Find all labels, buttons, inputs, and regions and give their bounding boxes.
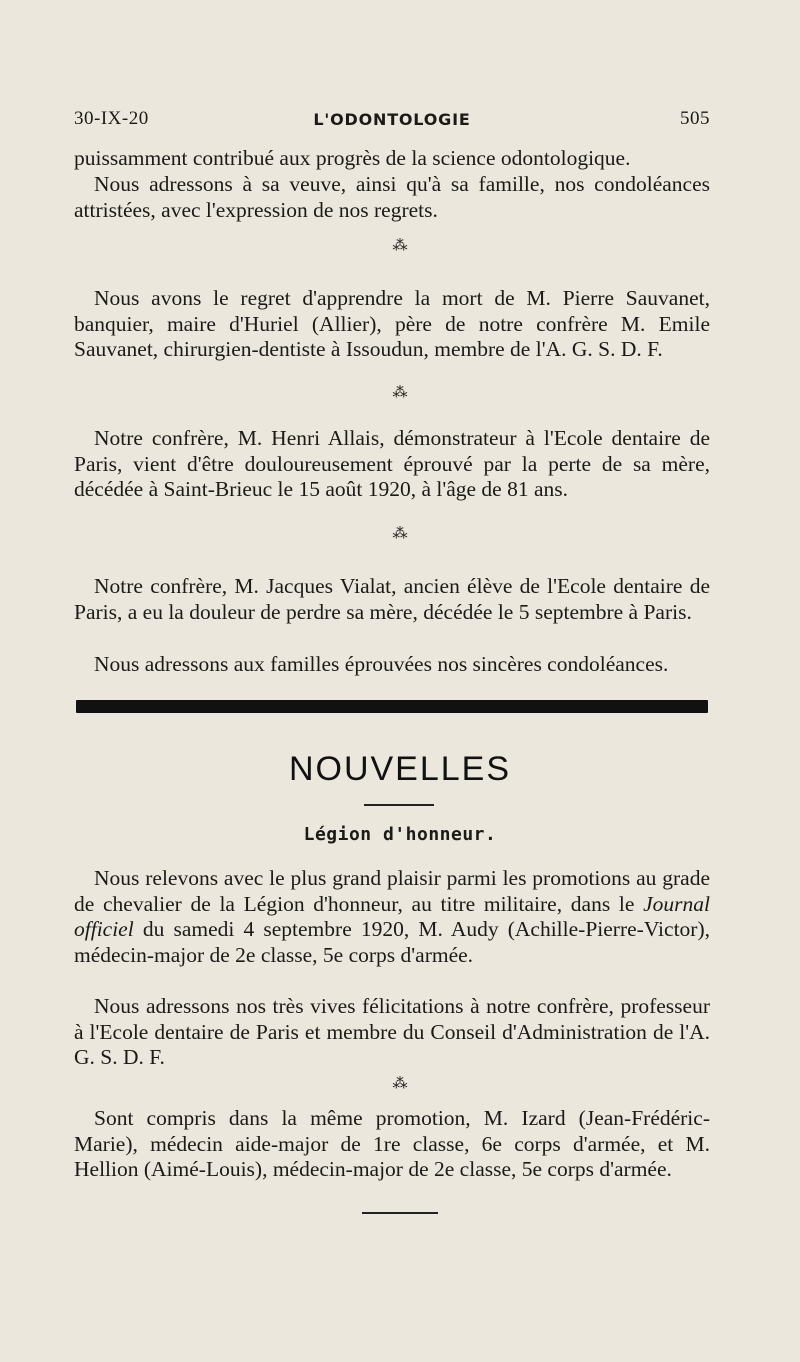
- title-underline: [364, 804, 434, 806]
- section-separator-stars: ⁂: [392, 1076, 408, 1092]
- heavy-divider-rule: [76, 700, 708, 713]
- page-number: 505: [680, 108, 710, 129]
- paragraph-family-condolences: Nous adressons aux familles éprouvées nos sincères condoléances.: [94, 652, 669, 676]
- section-separator-stars: ⁂: [392, 385, 408, 401]
- journal-officiel-italic: Journal officiel: [74, 891, 710, 941]
- end-rule: [362, 1212, 438, 1214]
- paragraph-allais: Notre confrère, M. Henri Allais, démonstrateur à l'Ecole dentaire de Paris, vient d'être douloureusement éprouvé par la perte de sa mère, décédée à Saint-Brieuc le 15 août 1920, à l'âge de 81 ans.: [74, 426, 710, 501]
- journal-title: L'ODONTOLOGIE: [313, 110, 471, 129]
- running-header: [74, 108, 710, 138]
- section-separator-stars: ⁂: [392, 238, 408, 254]
- issue-date: 30-IX-20: [74, 108, 149, 129]
- paragraph-vialat: Notre confrère, M. Jacques Vialat, ancien élève de l'Ecole dentaire de Paris, a eu la douleur de perdre sa mère, décédée le 5 septembre à Paris.: [74, 574, 710, 624]
- section-title: NOUVELLES: [288, 750, 512, 788]
- paragraph-continuation: puissamment contribué aux progrès de la science odontologique.: [74, 146, 631, 170]
- paragraph-audy-promotion: [74, 866, 710, 968]
- audy-text-end: du samedi 4 septembre 1920, M. Audy (Achille-Pierre-Victor), médecin-major de 2e classe, 5e corps d'armée.: [74, 917, 710, 967]
- paragraph-condolences-widow: Nous adressons à sa veuve, ainsi qu'à sa famille, nos condoléances attristées, avec l'expression de nos regrets.: [74, 172, 710, 222]
- paragraph-congratulations: Nous adressons nos très vives félicitations à notre confrère, professeur à l'Ecole dentaire de Paris et membre du Conseil d'Administration de l'A. G. S. D. F.: [74, 994, 710, 1069]
- paragraph-izard-hellion: Sont compris dans la même promotion, M. Izard (Jean-Frédéric-Marie), médecin aide-major de 1re classe, 6e corps d'armée, et M. Hellion (Aimé-Louis), médecin-major de 2e classe, 5e corps d'armée.: [74, 1106, 710, 1181]
- audy-text-start: Nous relevons avec le plus grand plaisir parmi les promotions au grade de chevalier de la Légion d'honneur, au titre militaire, dans le: [74, 866, 710, 916]
- section-separator-stars: ⁂: [392, 526, 408, 542]
- section-subtitle: Légion d'honneur.: [303, 824, 497, 845]
- paragraph-sauvanet: Nous avons le regret d'apprendre la mort de M. Pierre Sauvanet, banquier, maire d'Huriel (Allier), père de notre confrère M. Emile Sauvanet, chirurgien-dentiste à Issoudun, membre de l'A. G. S. D. F.: [74, 286, 710, 361]
